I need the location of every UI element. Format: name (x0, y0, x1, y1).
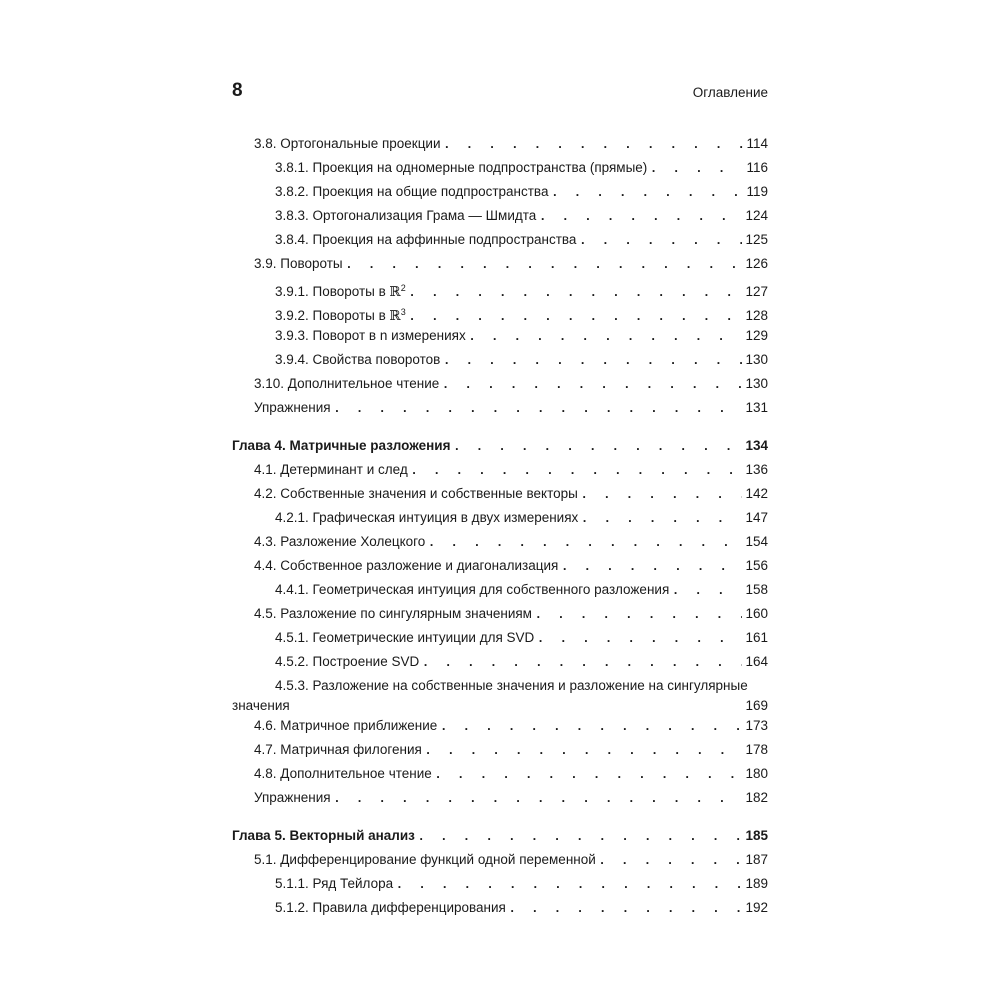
toc-leader-dots (539, 207, 742, 227)
toc-entry-label: 3.8.3. Ортогонализация Грама — Шмидта (275, 208, 537, 223)
toc-entry[interactable] (254, 398, 768, 418)
toc-entry-label (275, 302, 406, 326)
toc-leader-dots (469, 327, 743, 347)
toc-entry-page: 187 (745, 852, 768, 867)
toc-entry[interactable] (254, 374, 768, 394)
toc-chapter-entry[interactable] (232, 436, 768, 456)
toc-entry-label: 4.4. Собственное разложение и диагонализация (254, 558, 559, 573)
superscript: 3 (400, 307, 406, 317)
toc-entry-label: 3.8.2. Проекция на общие подпространства (275, 184, 549, 199)
running-title: Оглавление (692, 85, 768, 100)
toc-entry-page: 160 (745, 606, 768, 621)
toc-entry[interactable] (275, 628, 768, 648)
toc-entry[interactable] (275, 898, 768, 918)
real-numbers-symbol: ℝ (389, 284, 401, 300)
toc-entry-page: 156 (745, 558, 768, 573)
toc-entry[interactable] (275, 508, 768, 528)
toc-entry-page: 119 (746, 184, 768, 199)
toc-leader-dots (440, 717, 742, 737)
toc-entry-page: 130 (745, 376, 768, 391)
toc-entry[interactable] (275, 652, 768, 672)
toc-leader-dots (551, 183, 743, 203)
toc-entry[interactable] (275, 302, 768, 322)
toc-chapter-entry[interactable] (232, 826, 768, 846)
toc-entry-label-text: 3.9.1. Повороты в (275, 284, 390, 299)
toc-entry-page: 129 (745, 328, 768, 343)
toc-entry[interactable] (275, 874, 768, 894)
toc-entry[interactable] (254, 716, 768, 736)
toc-entry-page: 147 (745, 510, 768, 525)
toc-entry-label: 4.7. Матричная филогения (254, 742, 422, 757)
toc-entry-page: 128 (745, 308, 768, 323)
toc-entry-label: 4.5.3. Разложение на собственные значения и разложение на сингулярные (275, 678, 748, 693)
toc-entry-page: 178 (745, 742, 768, 757)
toc-entry-label: 5.1.1. Ряд Тейлора (275, 876, 394, 891)
toc-entry-label: 4.8. Дополнительное чтение (254, 766, 432, 781)
toc-entry-page: 114 (746, 136, 768, 151)
toc-entry-label: 4.1. Детерминант и след (254, 462, 408, 477)
toc-entry[interactable] (275, 350, 768, 370)
toc-entry-page: 158 (745, 582, 768, 597)
toc-leader-dots (581, 509, 742, 529)
toc-entry[interactable] (254, 740, 768, 760)
page-number: 8 (232, 80, 243, 101)
toc-entry[interactable] (254, 604, 768, 624)
toc-entry-label: 3.9. Повороты (254, 256, 343, 271)
toc-entry-page: 124 (745, 208, 768, 223)
toc-entry-label: 4.2. Собственные значения и собственные векторы (254, 486, 578, 501)
toc-entry-label: 4.5.1. Геометрические интуиции для SVD (275, 630, 535, 645)
toc-leader-dots (672, 581, 742, 601)
toc-entry[interactable] (254, 764, 768, 784)
toc-entry-label-text: 3.9.2. Повороты в (275, 308, 390, 323)
toc-entry-page: 127 (745, 284, 768, 299)
toc-entry-label: 3.10. Дополнительное чтение (254, 376, 440, 391)
toc-entry-page: 131 (745, 400, 768, 415)
toc-entry-page: 154 (745, 534, 768, 549)
toc-entry-page: 142 (745, 486, 768, 501)
toc-entry[interactable] (232, 676, 768, 716)
toc-entry-label: 5.1.2. Правила дифференцирования (275, 900, 506, 915)
toc-leader-dots (579, 231, 742, 251)
toc-leader-dots (435, 765, 743, 785)
toc-leader-dots (334, 399, 743, 419)
toc-entry-page: 130 (745, 352, 768, 367)
toc-chapter-page: 134 (745, 438, 768, 453)
toc-leader-dots (561, 557, 742, 577)
toc-entry-page: 126 (745, 256, 768, 271)
toc-leader-dots (442, 375, 742, 395)
toc-leader-dots (409, 307, 743, 327)
toc-entry-label: Упражнения (254, 790, 331, 805)
toc-entry[interactable] (275, 278, 768, 298)
toc-leader-dots (443, 351, 742, 371)
toc-entry[interactable] (254, 788, 768, 808)
toc-entry-label: 4.4.1. Геометрическая интуиция для собственного разложения (275, 582, 670, 597)
toc-entry[interactable] (254, 134, 768, 154)
toc-entry-page: 125 (745, 232, 768, 247)
toc-entry-page: 116 (746, 160, 768, 175)
toc-entry-page: 182 (745, 790, 768, 805)
toc-entry-label: 4.6. Матричное приближение (254, 718, 438, 733)
toc-leader-dots (334, 789, 743, 809)
toc-leader-dots (425, 741, 743, 761)
toc-leader-dots (409, 283, 743, 303)
toc-entry[interactable] (254, 532, 768, 552)
toc-chapter-label: Глава 4. Матричные разложения (232, 438, 451, 453)
toc-entry-label: 3.8.1. Проекция на одномерные подпространства (прямые) (275, 160, 648, 175)
toc-entry-label: 3.9.4. Свойства поворотов (275, 352, 441, 367)
toc-entry-page: 173 (745, 718, 768, 733)
toc-leader-dots (537, 629, 742, 649)
toc-entry[interactable] (275, 182, 768, 202)
toc-entry-label: 4.5.2. Построение SVD (275, 654, 420, 669)
toc-entry-page: 164 (745, 654, 768, 669)
toc-entry[interactable] (254, 556, 768, 576)
toc-entry[interactable] (275, 580, 768, 600)
toc-leader-dots (453, 437, 742, 457)
toc-entry[interactable] (275, 206, 768, 226)
toc-entry[interactable] (275, 158, 768, 178)
toc-entry-page: 161 (745, 630, 768, 645)
toc-entry-label: 5.1. Дифференцирование функций одной переменной (254, 852, 596, 867)
superscript: 2 (400, 283, 406, 293)
toc-entry-label: 3.8.4. Проекция на аффинные подпространства (275, 232, 577, 247)
toc-entry[interactable] (275, 326, 768, 346)
toc-leader-dots (444, 135, 744, 155)
toc-entry-label: 4.5. Разложение по сингулярным значениям (254, 606, 532, 621)
toc-entry-page: 180 (745, 766, 768, 781)
toc-entry-page: 136 (745, 462, 768, 477)
toc-entry[interactable] (254, 460, 768, 480)
toc-leader-dots (418, 827, 743, 847)
toc-entry[interactable] (254, 850, 768, 870)
toc-entry-label (275, 278, 406, 302)
toc-leader-dots (509, 899, 743, 919)
toc-leader-dots (422, 653, 742, 673)
toc-entry-page: 192 (745, 900, 768, 915)
toc-entry[interactable] (254, 254, 768, 274)
toc-chapter-page: 185 (745, 828, 768, 843)
toc-leader-dots (535, 605, 743, 625)
toc-leader-dots (581, 485, 743, 505)
toc-entry-label: Упражнения (254, 400, 331, 415)
toc-chapter-label: Глава 5. Векторный анализ (232, 828, 415, 843)
toc-entry[interactable] (254, 484, 768, 504)
real-numbers-symbol: ℝ (389, 308, 401, 324)
toc-entry-label: 4.3. Разложение Холецкого (254, 534, 426, 549)
toc-leader-dots (650, 159, 743, 179)
toc-leader-dots (428, 533, 742, 553)
toc-entry-label: 3.8. Ортогональные проекции (254, 136, 441, 151)
toc-leader-dots (396, 875, 742, 895)
toc-entry-label: 3.9.3. Поворот в n измерениях (275, 328, 466, 343)
toc-leader-dots (599, 851, 743, 871)
toc-entry[interactable] (275, 230, 768, 250)
toc-leader-dots (411, 461, 743, 481)
toc-entry-page: 189 (745, 876, 768, 891)
toc-entry-label-continuation: значения (232, 698, 290, 713)
toc-entry-label: 4.2.1. Графическая интуиция в двух измерениях (275, 510, 579, 525)
toc-entry-page: 169 (745, 698, 768, 713)
toc-leader-dots (346, 255, 743, 275)
